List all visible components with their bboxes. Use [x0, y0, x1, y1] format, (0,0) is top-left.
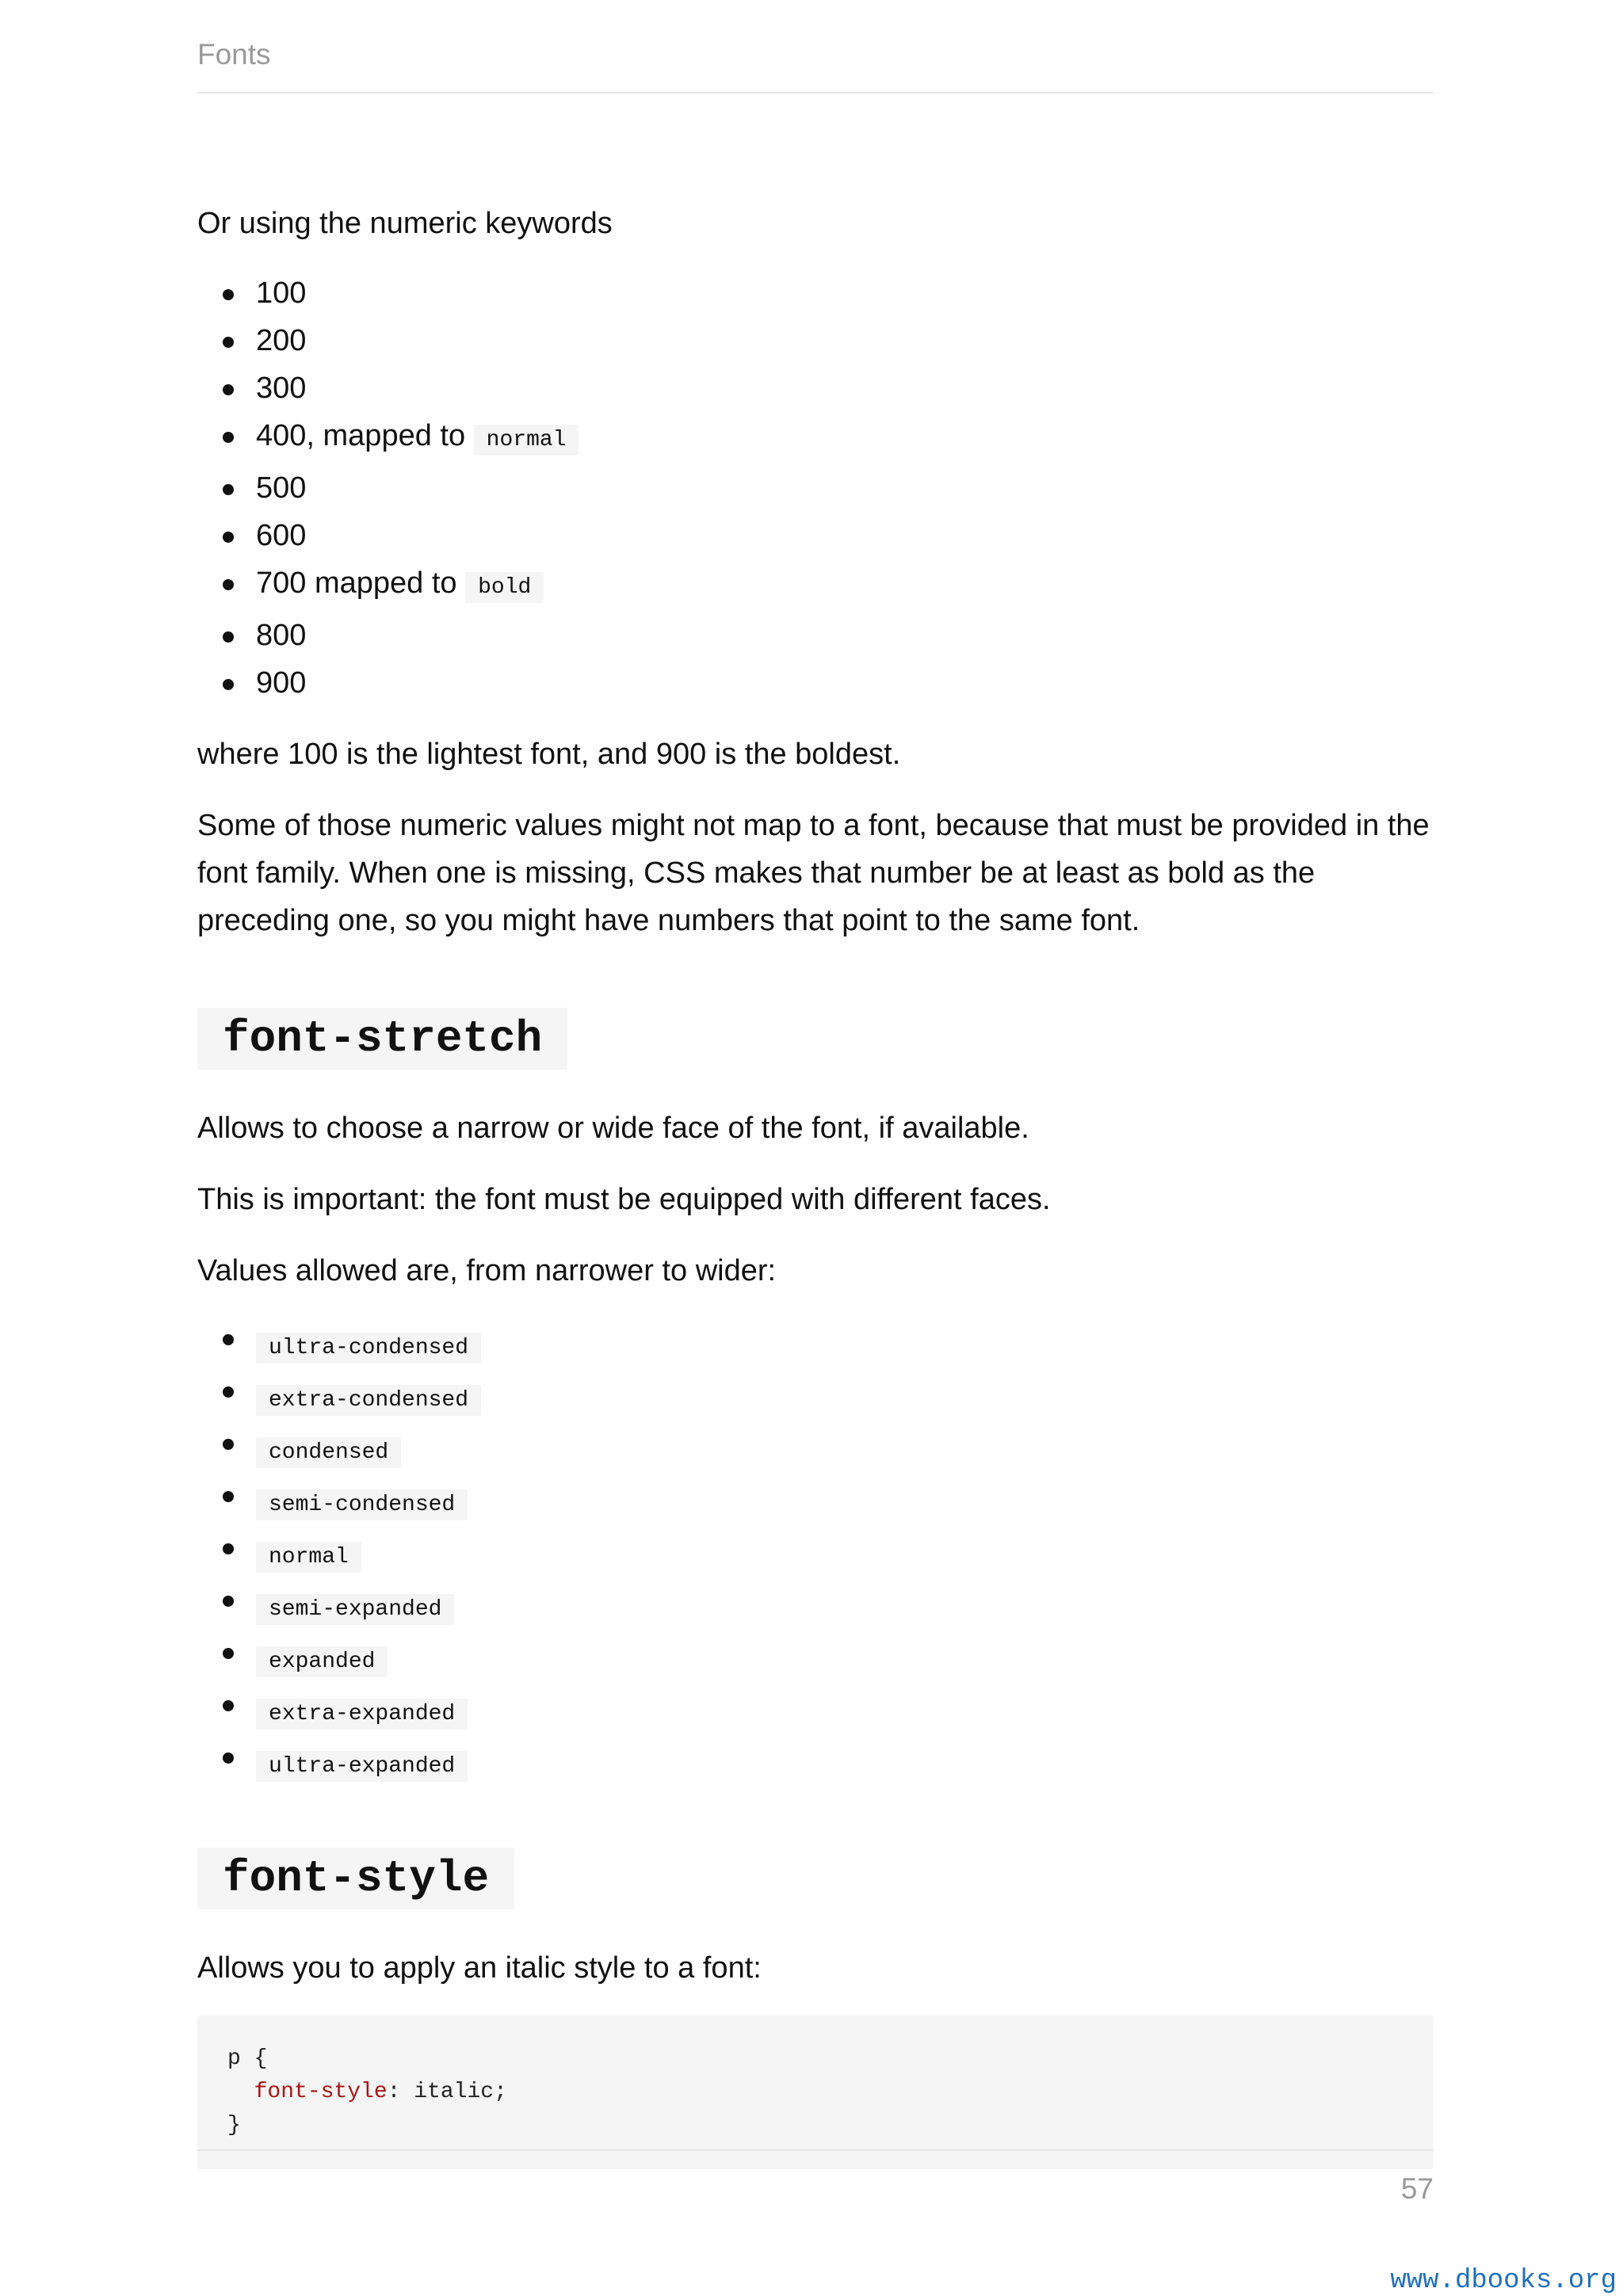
code-line-3: }: [227, 2113, 241, 2138]
code-block: [197, 2016, 1434, 2169]
weight-keyword-code: normal: [474, 425, 579, 456]
weight-value: 500: [256, 471, 307, 505]
stretch-value-code: semi-condensed: [256, 1489, 468, 1520]
weight-list-item: [197, 612, 1434, 659]
weight-list: [197, 269, 1434, 707]
weight-value: 600: [256, 519, 307, 552]
weight-list-item: [197, 559, 1434, 612]
bullet-icon: [223, 579, 234, 590]
watermark-link[interactable]: www.dbooks.org: [1390, 2266, 1617, 2296]
stretch-values-intro: Values allowed are, from narrower to wider:: [197, 1254, 777, 1287]
page-number: 57: [1400, 2172, 1434, 2205]
weight-value: 700 mapped to: [256, 566, 457, 600]
bullet-icon: [223, 384, 234, 395]
code-line-1: p {: [227, 2046, 268, 2071]
stretch-list-item: [197, 1581, 1434, 1634]
bullet-icon: [223, 1491, 234, 1502]
stretch-value-code: semi-expanded: [256, 1594, 454, 1625]
weight-list-item: [197, 412, 1434, 464]
stretch-value-list: [197, 1320, 1434, 1791]
weight-value: 400, mapped to: [256, 419, 466, 452]
weight-list-item: [197, 364, 1434, 412]
footer-divider: [197, 2149, 1434, 2151]
stretch-list-item: [197, 1320, 1434, 1372]
weights-paragraph: Some of those numeric values might not map to a font, because that must be provided in the font family. When one is missing, CSS makes that number be at least as bold as the preceding one, so you might have numbers that point to the same font.: [197, 809, 1430, 937]
weight-list-item: [197, 317, 1434, 364]
font-stretch-heading: font-stretch: [197, 1008, 567, 1070]
weight-value: 800: [256, 619, 307, 652]
weight-list-item: [197, 464, 1434, 512]
stretch-list-item: [197, 1372, 1434, 1425]
bullet-icon: [223, 432, 234, 443]
weight-list-item: [197, 269, 1434, 317]
stretch-value-code: extra-expanded: [256, 1699, 468, 1730]
stretch-list-item: [197, 1425, 1434, 1477]
stretch-description: Allows to choose a narrow or wide face of the font, if available.: [197, 1112, 1029, 1145]
code-value: : italic;: [387, 2080, 507, 2104]
bullet-icon: [223, 1596, 234, 1607]
weight-list-item: [197, 512, 1434, 559]
font-style-heading-wrap: [197, 1848, 1434, 1909]
weight-keyword-code: bold: [465, 572, 544, 603]
stretch-value-code: ultra-expanded: [256, 1751, 468, 1782]
stretch-note: This is important: the font must be equipped with different faces.: [197, 1183, 1051, 1216]
bullet-icon: [223, 1700, 234, 1711]
bullet-icon: [223, 337, 234, 348]
weight-value: 200: [256, 324, 307, 357]
bullet-icon: [223, 1386, 234, 1398]
bullet-icon: [223, 484, 234, 495]
stretch-value-code: condensed: [256, 1437, 401, 1468]
stretch-value-code: ultra-condensed: [256, 1333, 481, 1363]
style-description: Allows you to apply an italic style to a font:: [197, 1951, 762, 1985]
code-property: font-style: [254, 2080, 388, 2104]
stretch-list-item: [197, 1529, 1434, 1581]
bullet-icon: [223, 1648, 234, 1659]
stretch-list-item: [197, 1738, 1434, 1791]
font-stretch-heading-wrap: [197, 1008, 1434, 1070]
weight-value: 100: [256, 277, 307, 310]
weight-value: 900: [256, 666, 307, 700]
weight-list-item: [197, 659, 1434, 707]
bullet-icon: [223, 532, 234, 543]
bullet-icon: [223, 1439, 234, 1450]
weights-note: where 100 is the lightest font, and 900 is the boldest.: [197, 738, 901, 771]
page-content: [197, 200, 1434, 2169]
stretch-value-code: normal: [256, 1542, 361, 1573]
running-header: Fonts: [197, 38, 271, 71]
stretch-list-item: [197, 1634, 1434, 1686]
weights-intro: Or using the numeric keywords: [197, 207, 613, 240]
weight-value: 300: [256, 372, 307, 405]
bullet-icon: [223, 1753, 234, 1764]
font-style-heading: font-style: [197, 1848, 514, 1909]
stretch-value-code: extra-condensed: [256, 1385, 481, 1416]
bullet-icon: [223, 1543, 234, 1554]
bullet-icon: [223, 679, 234, 690]
stretch-list-item: [197, 1477, 1434, 1529]
stretch-value-code: expanded: [256, 1646, 388, 1677]
bullet-icon: [223, 289, 234, 300]
stretch-list-item: [197, 1686, 1434, 1738]
header-divider: [197, 92, 1434, 93]
bullet-icon: [223, 1334, 234, 1345]
bullet-icon: [223, 631, 234, 643]
